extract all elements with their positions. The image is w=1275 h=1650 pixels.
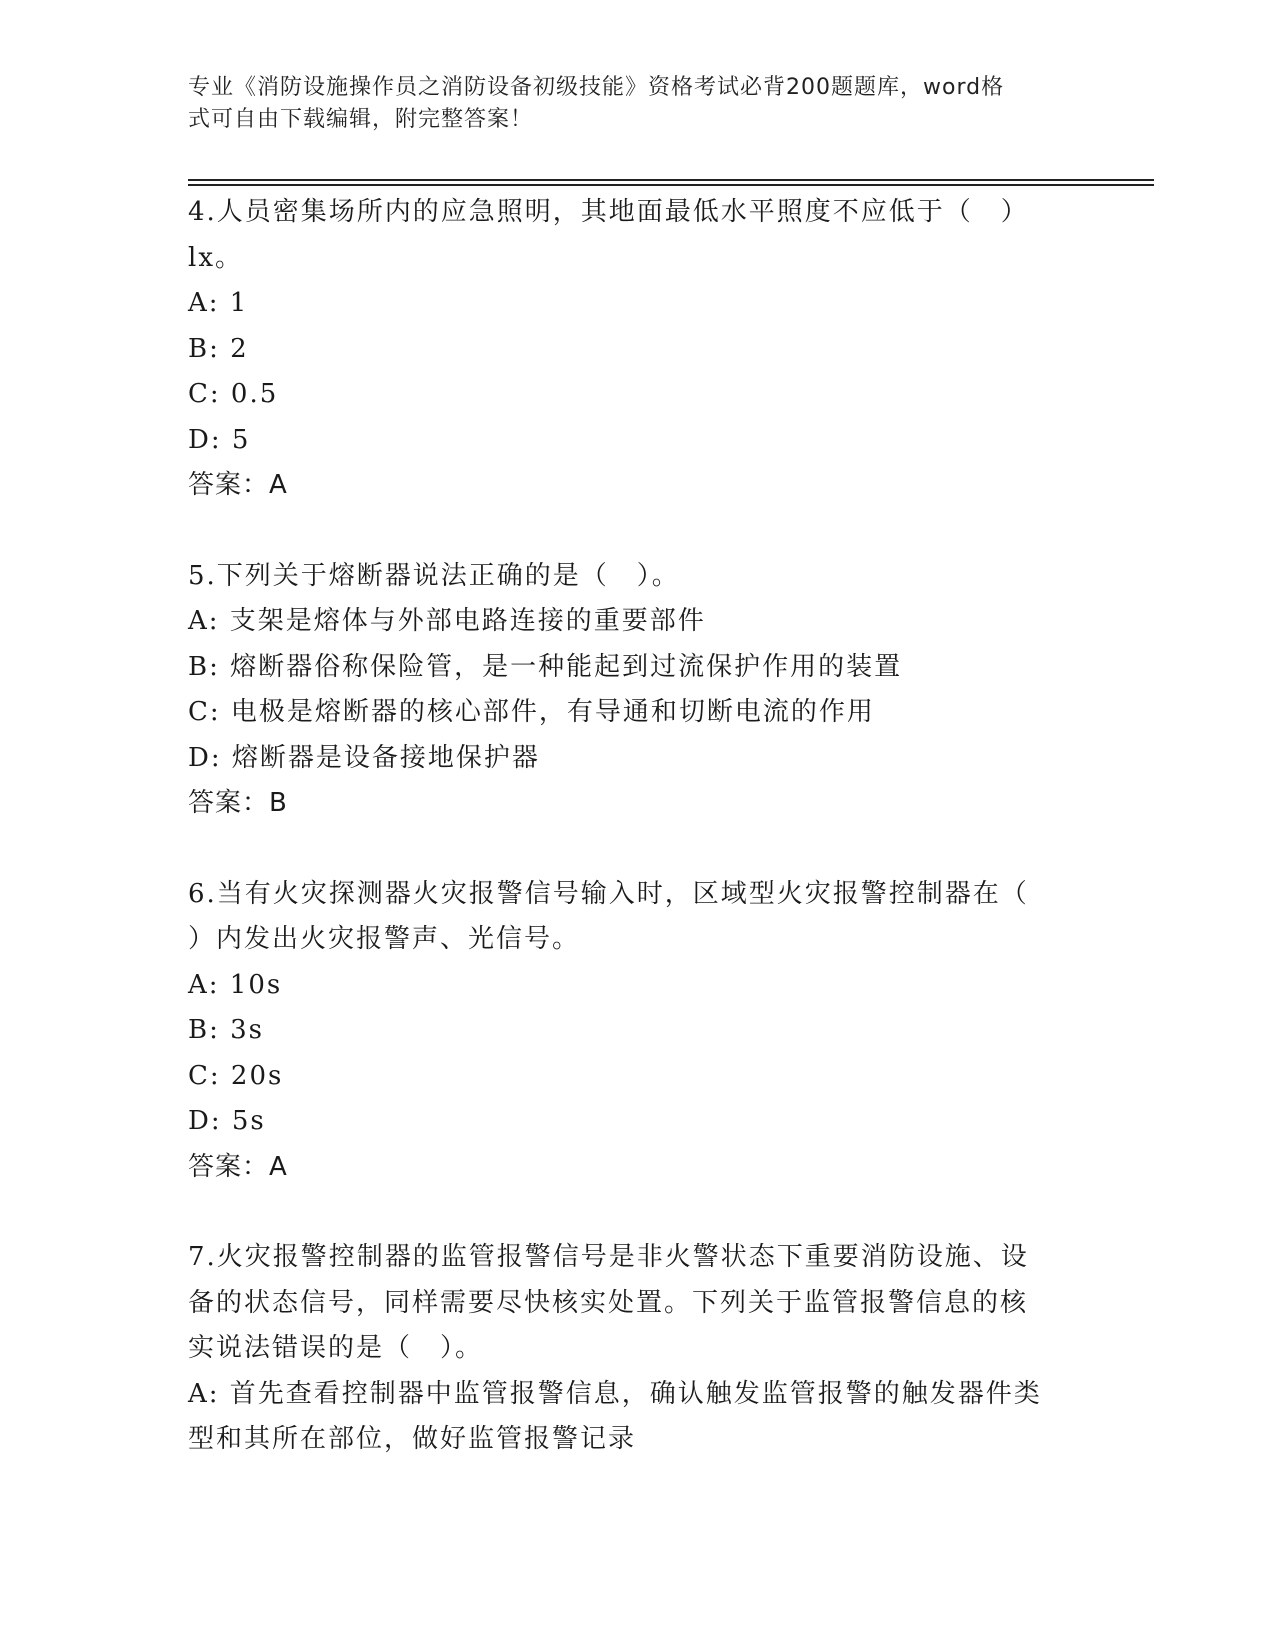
option-b: B: 2 (188, 333, 249, 364)
answer: 答案：A (188, 470, 288, 500)
option-d: D: 5s (188, 1106, 266, 1136)
question-stem: 5.下列关于熔断器说法正确的是（ ）。 (188, 560, 680, 591)
option-b: B: 3s (188, 1015, 265, 1045)
option-a-continued: 型和其所在部位，做好监管报警记录 (188, 1424, 637, 1454)
option-a: A: 10s (188, 969, 283, 1000)
answer: 答案：B (188, 788, 288, 818)
option-c: C: 20s (188, 1060, 284, 1091)
document-header (188, 72, 1068, 136)
option-a: A: 首先查看控制器中监管报警信息，确认触发监管报警的触发器件类 (188, 1378, 1042, 1409)
option-d: D: 5 (188, 424, 251, 455)
question-stem: 实说法错误的是（ ）。 (188, 1333, 484, 1363)
header-divider-top (188, 179, 1154, 181)
question-6 (188, 872, 1088, 1191)
question-stem: 备的状态信号，同样需要尽快核实处置。下列关于监管报警信息的核 (188, 1287, 1029, 1318)
header-line-1: 专业《消防设施操作员之消防设备初级技能》资格考试必背200题题库，word格 (188, 75, 1005, 100)
question-stem: lx。 (188, 242, 243, 273)
option-c: C: 0.5 (188, 379, 279, 409)
question-list (188, 190, 1088, 1463)
option-b: B: 熔断器俗称保险管，是一种能起到过流保护作用的装置 (188, 651, 903, 682)
option-d: D: 熔断器是设备接地保护器 (188, 742, 540, 773)
header-line-2: 式可自由下载编辑，附完整答案！ (188, 107, 534, 132)
question-7 (188, 1235, 1088, 1463)
question-5 (188, 554, 1088, 827)
option-a: A: 1 (188, 288, 249, 318)
option-a: A: 支架是熔体与外部电路连接的重要部件 (188, 606, 706, 636)
header-divider-bottom (188, 184, 1154, 186)
question-stem: 4.人员密集场所内的应急照明，其地面最低水平照度不应低于（ ） (188, 197, 1029, 227)
answer: 答案：A (188, 1151, 288, 1182)
question-stem: 6.当有火灾探测器火灾报警信号输入时，区域型火灾报警控制器在（ (188, 878, 1029, 909)
option-c: C: 电极是熔断器的核心部件，有导通和切断电流的作用 (188, 697, 875, 727)
question-4 (188, 190, 1088, 509)
question-stem: ）内发出火灾报警声、光信号。 (188, 924, 581, 954)
question-stem: 7.火灾报警控制器的监管报警信号是非火警状态下重要消防设施、设 (188, 1242, 1029, 1272)
